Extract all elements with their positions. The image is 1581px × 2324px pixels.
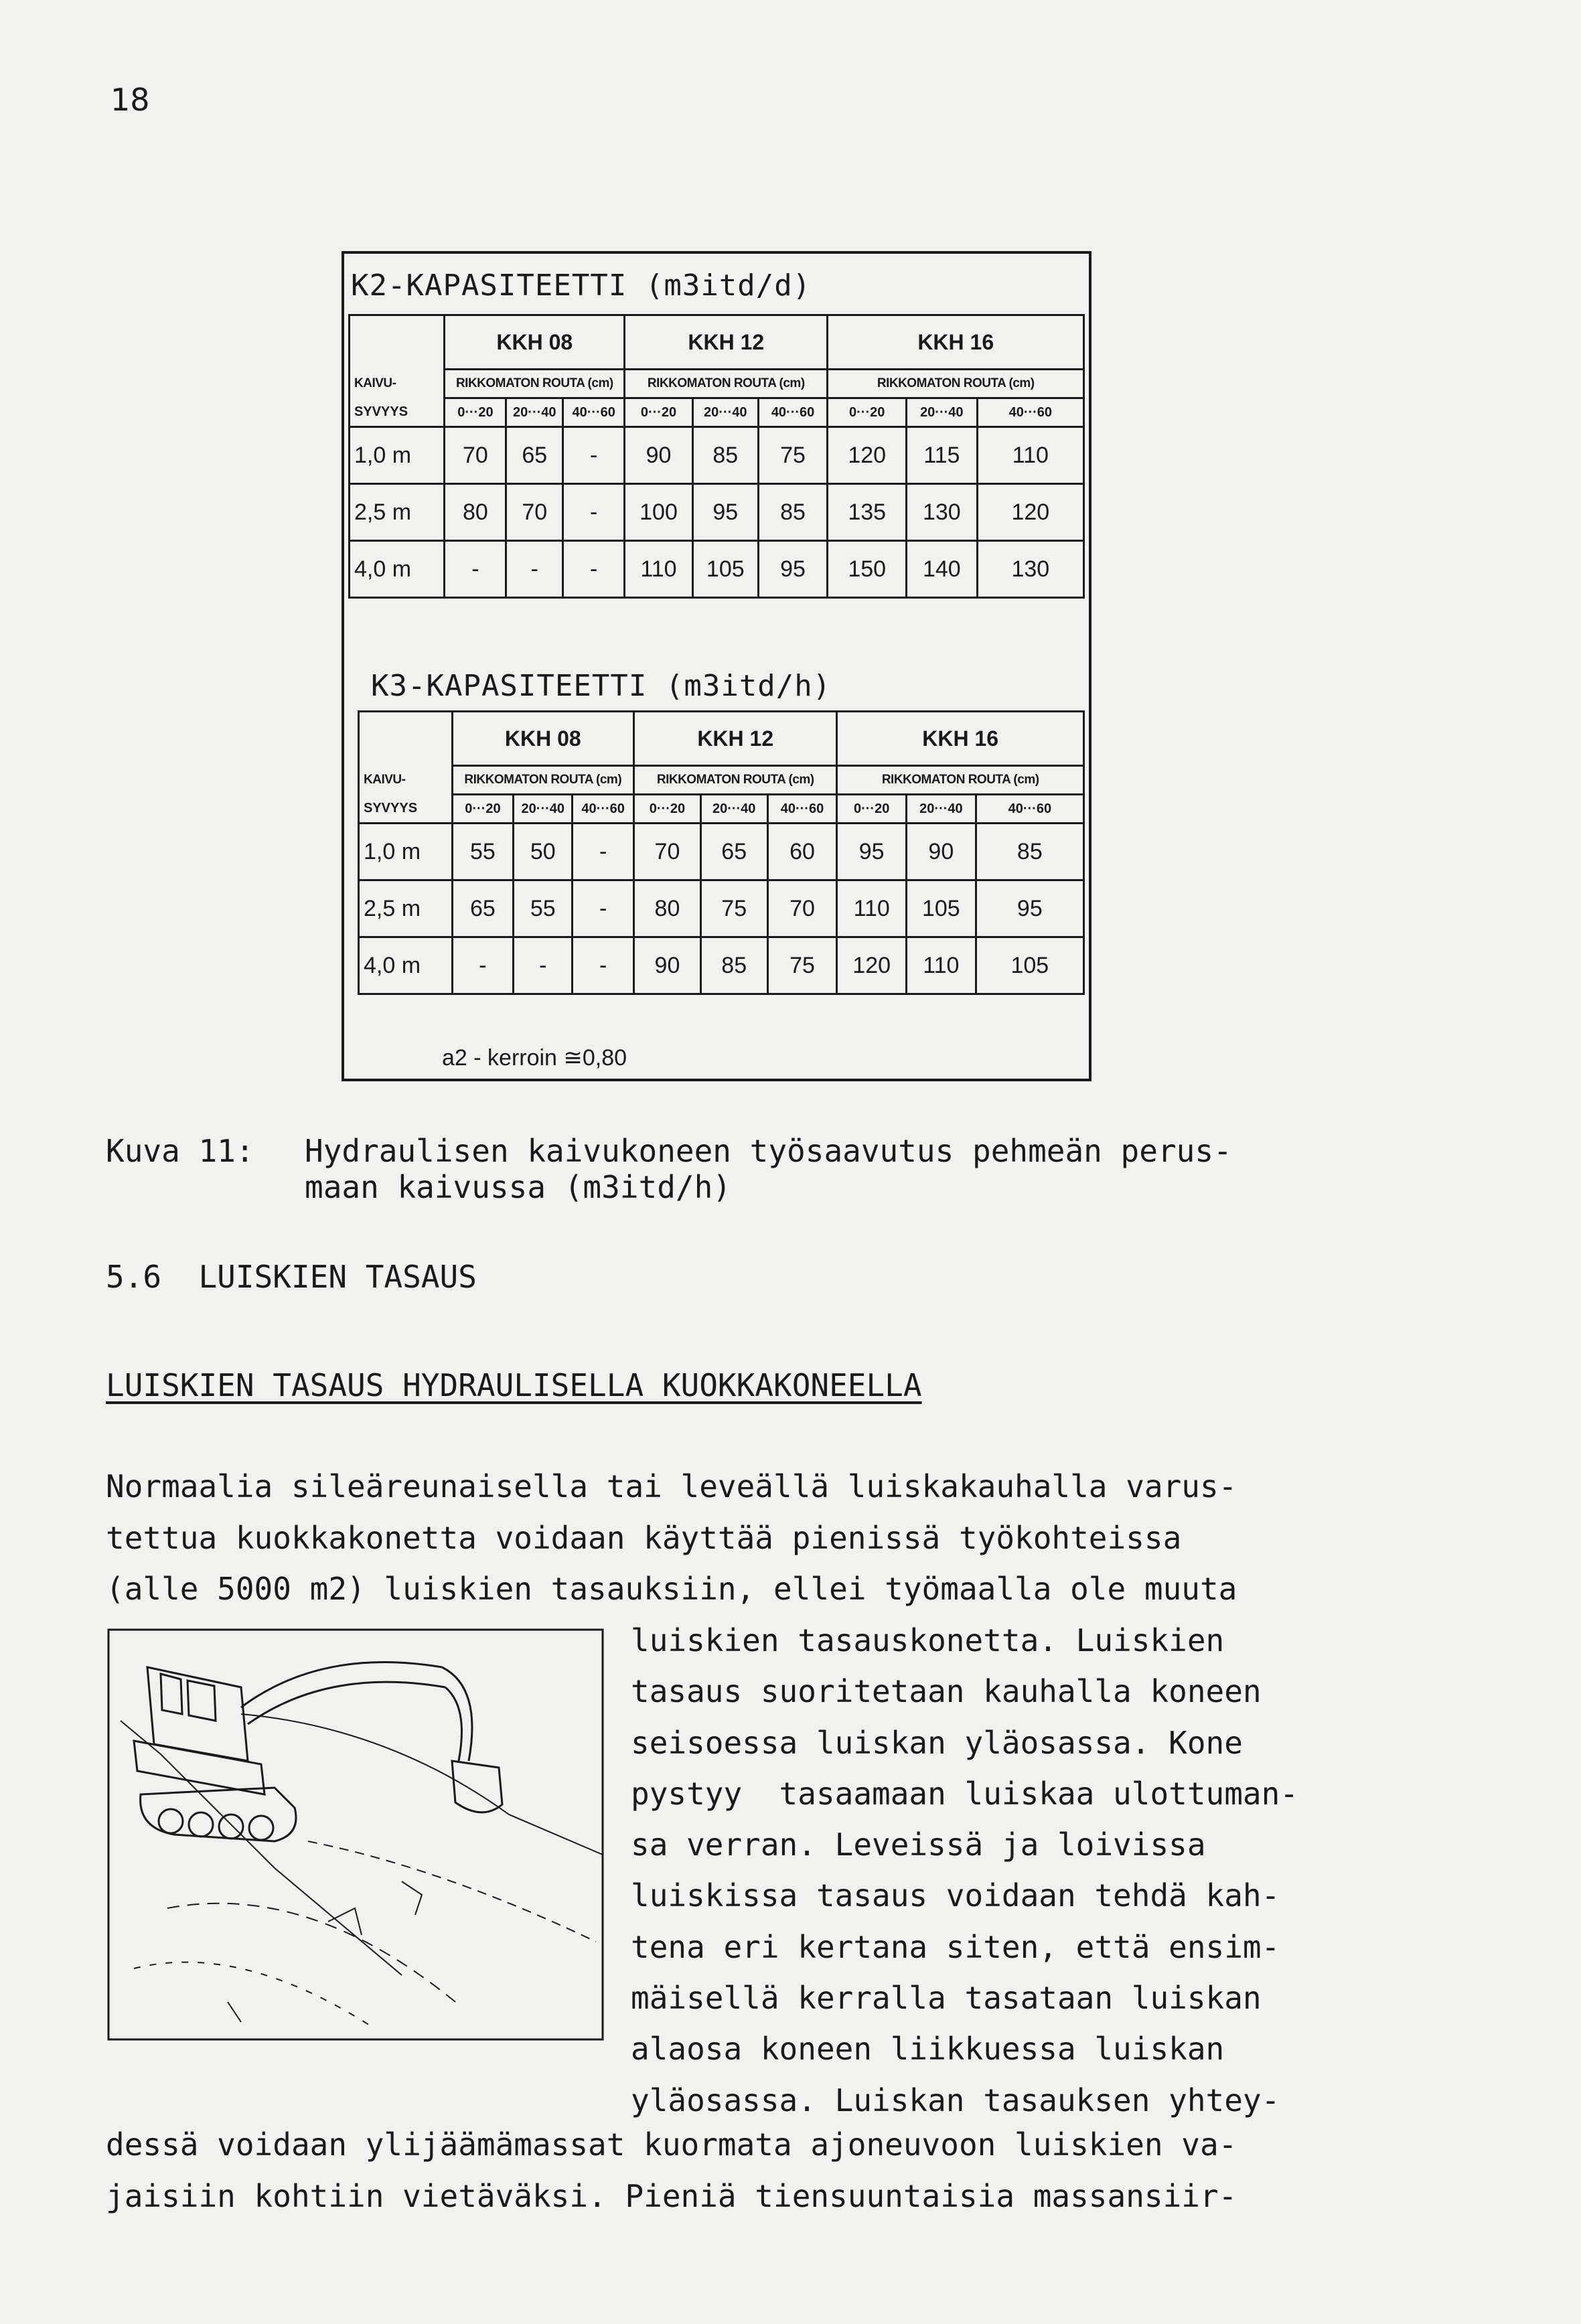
- capacity-cell: 85: [700, 937, 767, 994]
- k3-capacity-table: [358, 710, 1085, 995]
- depth-label: 1,0 m: [350, 427, 445, 484]
- machine-header: KKH 12: [625, 315, 828, 370]
- text-line: dessä voidaan ylijäämämassat kuormata ajoneuvoon luiskien va-: [106, 2126, 1237, 2163]
- capacity-cell: 65: [452, 880, 514, 937]
- capacity-cell: 55: [514, 880, 573, 937]
- capacity-cell: 70: [634, 824, 701, 880]
- range-header: 0···20: [625, 398, 693, 427]
- text-line: mäisellä kerralla tasataan luiskan: [631, 1980, 1262, 2017]
- range-header: 0···20: [837, 795, 907, 824]
- capacity-cell: 110: [977, 427, 1083, 484]
- paragraph-wrapped: [631, 1615, 1298, 2126]
- capacity-cell: 75: [758, 427, 828, 484]
- capacity-cell: 70: [767, 880, 837, 937]
- machine-header: KKH 16: [828, 315, 1084, 370]
- machine-header: KKH 16: [837, 712, 1084, 766]
- k2-capacity-table: [348, 314, 1085, 599]
- capacity-cell: -: [514, 937, 573, 994]
- text-line: yläosassa. Luiskan tasauksen yhtey-: [631, 2082, 1280, 2118]
- range-header: 40···60: [976, 795, 1083, 824]
- page-number: 18: [110, 82, 150, 118]
- depth-label: 2,5 m: [350, 484, 445, 541]
- capacity-cell: 90: [634, 937, 701, 994]
- capacity-cell: -: [452, 937, 514, 994]
- capacity-cell: 120: [977, 484, 1083, 541]
- text-line: jaisiin kohtiin vietäväksi. Pieniä tiensuuntaisia massansiir-: [106, 2177, 1237, 2214]
- row-header-bottom: SYVYYS: [359, 795, 453, 824]
- text-line: (alle 5000 m2) luiskien tasauksiin, ellei työmaalla ole muuta: [106, 1571, 1237, 1608]
- text-line: sa verran. Leveissä ja loivissa: [631, 1827, 1206, 1863]
- capacity-cell: 70: [506, 484, 563, 541]
- capacity-cell: 80: [445, 484, 506, 541]
- range-header: 0···20: [634, 795, 701, 824]
- row-header-top: KAIVU-: [359, 766, 453, 795]
- capacity-cell: -: [563, 484, 625, 541]
- range-header: 20···40: [506, 398, 563, 427]
- range-header: 40···60: [767, 795, 837, 824]
- capacity-cell: 110: [837, 880, 907, 937]
- capacity-cell: 85: [758, 484, 828, 541]
- figure-caption-label: Kuva 11:: [106, 1133, 254, 1169]
- frost-subheader: RIKKOMATON ROUTA (cm): [837, 766, 1084, 795]
- frost-subheader: RIKKOMATON ROUTA (cm): [452, 766, 634, 795]
- depth-label: 4,0 m: [350, 541, 445, 598]
- capacity-cell: -: [563, 541, 625, 598]
- range-header: 0···20: [452, 795, 514, 824]
- capacity-cell: 50: [514, 824, 573, 880]
- capacity-cell: 140: [906, 541, 977, 598]
- text-line: seisoessa luiskan yläosassa. Kone: [631, 1724, 1243, 1761]
- row-header-bottom: SYVYYS: [350, 398, 445, 427]
- capacity-cell: 70: [445, 427, 506, 484]
- row-header-top: KAIVU-: [350, 370, 445, 398]
- machine-header: KKH 08: [445, 315, 625, 370]
- range-header: 40···60: [563, 398, 625, 427]
- capacity-cell: 95: [976, 880, 1083, 937]
- capacity-cell: 110: [625, 541, 693, 598]
- capacity-cell: 55: [452, 824, 514, 880]
- capacity-cell: 100: [625, 484, 693, 541]
- paragraph-full-width: [106, 1461, 1237, 1615]
- frost-subheader: RIKKOMATON ROUTA (cm): [634, 766, 837, 795]
- capacity-cell: 135: [828, 484, 907, 541]
- capacity-figure: [342, 251, 1091, 1081]
- excavator-illustration: [107, 1627, 604, 2043]
- capacity-cell: 95: [692, 484, 758, 541]
- text-line: tena eri kertana siten, että ensim-: [631, 1928, 1280, 1965]
- capacity-cell: 65: [506, 427, 563, 484]
- caption-line: maan kaivussa (m3itd/h): [305, 1169, 731, 1205]
- capacity-cell: 130: [906, 484, 977, 541]
- capacity-cell: 85: [692, 427, 758, 484]
- capacity-cell: 75: [700, 880, 767, 937]
- corner-cell: [359, 712, 453, 766]
- capacity-cell: 80: [634, 880, 701, 937]
- capacity-cell: -: [445, 541, 506, 598]
- figure-caption-text: [305, 1133, 1232, 1205]
- capacity-cell: 130: [977, 541, 1083, 598]
- range-header: 0···20: [445, 398, 506, 427]
- range-header: 0···20: [828, 398, 907, 427]
- text-line: pystyy tasaamaan luiskaa ulottuman-: [631, 1775, 1298, 1812]
- capacity-cell: 150: [828, 541, 907, 598]
- capacity-cell: -: [573, 880, 634, 937]
- depth-label: 4,0 m: [359, 937, 453, 994]
- range-header: 40···60: [573, 795, 634, 824]
- text-line: luiskissa tasaus voidaan tehdä kah-: [631, 1877, 1280, 1914]
- machine-header: KKH 12: [634, 712, 837, 766]
- capacity-cell: 105: [976, 937, 1083, 994]
- depth-label: 2,5 m: [359, 880, 453, 937]
- range-header: 20···40: [514, 795, 573, 824]
- capacity-cell: 110: [906, 937, 976, 994]
- capacity-cell: 95: [758, 541, 828, 598]
- capacity-cell: 90: [906, 824, 976, 880]
- range-header: 40···60: [758, 398, 828, 427]
- text-line: tettua kuokkakonetta voidaan käyttää pienissä työkohteissa: [106, 1519, 1182, 1556]
- capacity-cell: 95: [837, 824, 907, 880]
- capacity-cell: 120: [837, 937, 907, 994]
- capacity-cell: 65: [700, 824, 767, 880]
- capacity-cell: 90: [625, 427, 693, 484]
- capacity-cell: 60: [767, 824, 837, 880]
- caption-line: Hydraulisen kaivukoneen työsaavutus pehmeän perus-: [305, 1133, 1232, 1169]
- capacity-cell: 115: [906, 427, 977, 484]
- range-header: 20···40: [700, 795, 767, 824]
- text-line: tasaus suoritetaan kauhalla koneen: [631, 1673, 1262, 1710]
- capacity-cell: -: [573, 937, 634, 994]
- paragraph-tail: [106, 2119, 1237, 2222]
- capacity-cell: -: [563, 427, 625, 484]
- capacity-cell: 105: [906, 880, 976, 937]
- range-header: 20···40: [906, 398, 977, 427]
- section-heading: 5.6 LUISKIEN TASAUS: [106, 1259, 477, 1295]
- frost-subheader: RIKKOMATON ROUTA (cm): [625, 370, 828, 398]
- capacity-cell: 85: [976, 824, 1083, 880]
- a2-coefficient-note: a2 - kerroin ≅0,80: [442, 1045, 627, 1071]
- capacity-cell: -: [506, 541, 563, 598]
- frost-subheader: RIKKOMATON ROUTA (cm): [445, 370, 625, 398]
- k2-title: K2-KAPASITEETTI (m3itd/d): [351, 268, 812, 303]
- capacity-cell: -: [573, 824, 634, 880]
- k3-title: K3-KAPASITEETTI (m3itd/h): [371, 669, 832, 703]
- text-line: luiskien tasauskonetta. Luiskien: [631, 1622, 1225, 1658]
- capacity-cell: 105: [692, 541, 758, 598]
- capacity-cell: 75: [767, 937, 837, 994]
- frost-subheader: RIKKOMATON ROUTA (cm): [828, 370, 1084, 398]
- machine-header: KKH 08: [452, 712, 634, 766]
- range-header: 20···40: [692, 398, 758, 427]
- capacity-cell: 120: [828, 427, 907, 484]
- range-header: 20···40: [906, 795, 976, 824]
- text-line: Normaalia sileäreunaisella tai leveällä luiskakauhalla varus-: [106, 1468, 1237, 1504]
- range-header: 40···60: [977, 398, 1083, 427]
- corner-cell: [350, 315, 445, 370]
- text-line: alaosa koneen liikkuessa luiskan: [631, 2031, 1225, 2068]
- subheading: LUISKIEN TASAUS HYDRAULISELLA KUOKKAKONEELLA: [106, 1367, 922, 1403]
- depth-label: 1,0 m: [359, 824, 453, 880]
